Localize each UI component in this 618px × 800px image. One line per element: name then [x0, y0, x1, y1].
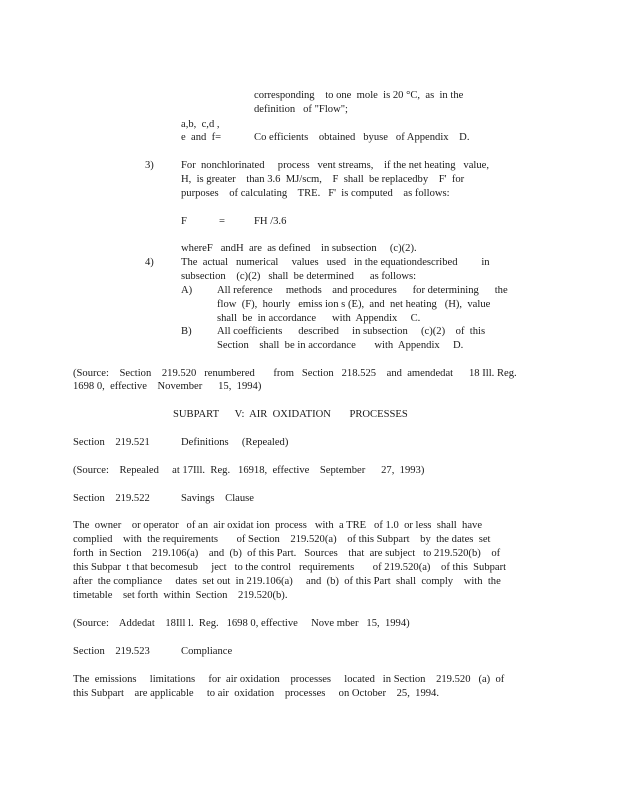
section-title: Savings Clause — [181, 493, 254, 504]
paragraph-line: The owner or operator of an air oxidat ion process with a TRE of 1.0 or less shall have — [73, 520, 483, 531]
section-number: Section 219.521 — [73, 437, 150, 448]
paragraph-line: complied with the requirements of Section 219.520(a) of this Subpart by the dates set — [73, 534, 491, 545]
definition-text: Co efficients obtained byuse of Appendix D. — [254, 132, 470, 143]
item-text: subsection (c)(2) shall be determined as follows: — [181, 271, 417, 282]
item-text: purposes of calculating TRE. F' is computed as follows: — [181, 188, 450, 199]
paragraph-line: this Subpar t that becomesub ject to the control requirements of 219.520(a) of this Subpart — [73, 562, 507, 573]
sub-item-text: Section shall be in accordance with Appendix D. — [217, 340, 464, 351]
item-text: whereF andH are as defined in subsection (c)(2). — [181, 243, 417, 254]
source-note: (Source: Addedat 18Ill l. Reg. 1698 0, effective Nove mber 15, 1994) — [73, 618, 410, 629]
sub-item-label: B) — [181, 326, 192, 337]
sub-item-text: flow (F), hourly emiss ion s (E), and net heating (H), value — [217, 299, 491, 310]
sub-item-text: All coefficients described in subsection (c)(2) of this — [217, 326, 486, 337]
paragraph-line: timetable set forth within Section 219.520(b). — [73, 590, 288, 601]
sub-item-text: shall be in accordance with Appendix C. — [217, 313, 421, 324]
section-number: Section 219.523 — [73, 646, 150, 657]
section-title: Definitions (Repealed) — [181, 437, 289, 448]
paragraph-line: after the compliance dates set out in 219.106(a) and (b) of this Part shall comply with the — [73, 576, 501, 587]
item-text: The actual numerical values used in the equationdescribed in — [181, 257, 490, 268]
item-text: H, is greater than 3.6 MJ/scm, F shall be replacedby F' for — [181, 174, 465, 185]
variable-list: e and f= — [181, 132, 222, 143]
item-text: For nonchlorinated process vent streams, if the net heating value, — [181, 160, 490, 171]
sub-item-text: All reference methods and procedures for determining the — [217, 285, 508, 296]
paragraph-line: The emissions limitations for air oxidation processes located in Section 219.520 (a) of — [73, 674, 505, 685]
equation-lhs: F — [181, 216, 187, 227]
paragraph-line: forth in Section 219.106(a) and (b) of this Part. Sources that are subject to 219.520(b) of — [73, 548, 501, 559]
subpart-heading: SUBPART V: AIR OXIDATION PROCESSES — [173, 409, 408, 420]
section-number: Section 219.522 — [73, 493, 150, 504]
source-note: 1698 0, effective November 15, 1994) — [73, 381, 262, 392]
variable-list: a,b, c,d , — [181, 119, 220, 130]
equation-rhs: FH /3.6 — [254, 216, 287, 227]
source-note: (Source: Section 219.520 renumbered from Section 218.525 and amendedat 18 Ill. Reg. — [73, 368, 517, 379]
paragraph-line: this Subpart are applicable to air oxidation processes on October 25, 1994. — [73, 688, 439, 699]
source-note: (Source: Repealed at 17Ill. Reg. 16918, effective September 27, 1993) — [73, 465, 425, 476]
equation-sign: = — [219, 216, 225, 227]
item-number: 3) — [145, 160, 154, 171]
item-number: 4) — [145, 257, 154, 268]
section-title: Compliance — [181, 646, 233, 657]
sub-item-label: A) — [181, 285, 193, 296]
definition-text: definition of "Flow"; — [254, 104, 348, 115]
definition-text: corresponding to one mole is 20 °C, as in the — [254, 90, 464, 101]
